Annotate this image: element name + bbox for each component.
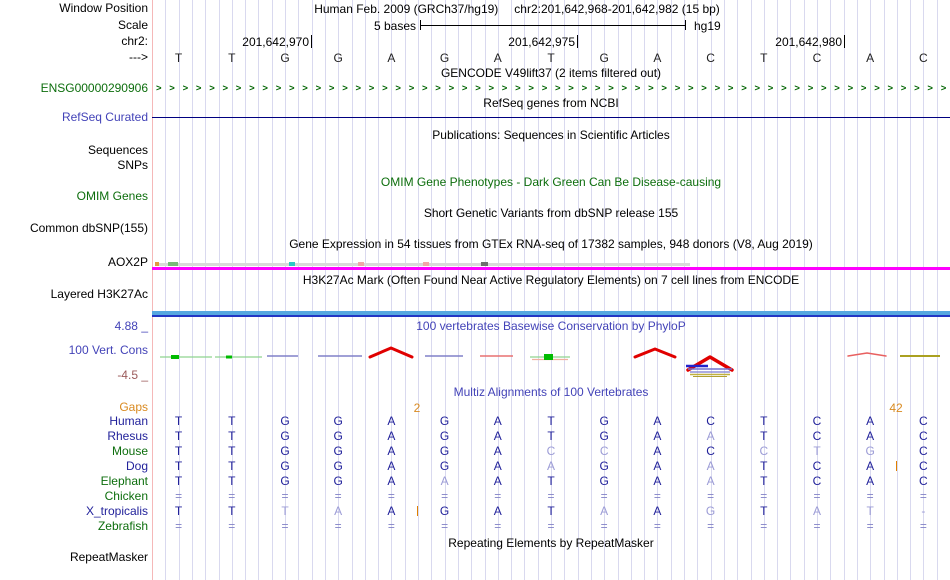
alignment-base-letter: T: [228, 429, 236, 443]
alignment-base-letter: G: [280, 414, 290, 428]
alignment-base-letter: A: [866, 459, 875, 473]
alignment-base-letter: T: [547, 504, 555, 518]
alignment-base-letter: G: [865, 444, 875, 458]
scale-value: 5 bases: [373, 19, 416, 33]
alignment-base-letter: =: [919, 489, 927, 503]
common-dbsnp-label[interactable]: Common dbSNP(155): [29, 221, 148, 235]
alignment-base-letter: T: [228, 504, 236, 518]
alignment-base-letter: T: [760, 414, 768, 428]
reference-base-letter: T: [547, 51, 555, 65]
alignment-base-letter: A: [440, 474, 449, 488]
alignment-base-letter: C: [706, 444, 715, 458]
alignment-base-letter: =: [494, 519, 502, 533]
reference-base-letter: A: [653, 51, 662, 65]
alignment-base-letter: A: [866, 474, 875, 488]
alignment-base-letter: =: [334, 489, 342, 503]
alignment-base-letter: G: [439, 414, 450, 428]
alignment-base-letter: G: [280, 459, 290, 473]
alignment-base-letter: G: [333, 459, 343, 473]
refseq-curated-label[interactable]: RefSeq Curated: [61, 110, 148, 124]
phylop-rect-mark: [544, 354, 553, 360]
alignment-base-letter: C: [919, 444, 928, 458]
alignment-base-letter: T: [228, 414, 236, 428]
alignment-base-letter: T: [174, 444, 183, 458]
gencode-track-title[interactable]: GENCODE V49lift37 (2 items filtered out): [440, 66, 662, 80]
conservation-max-value: 4.88 _: [114, 319, 148, 333]
strand-arrow-icon: >: [834, 82, 840, 94]
alignment-base-letter: T: [760, 474, 768, 488]
strand-arrow-icon: >: [767, 82, 774, 94]
reference-base-letter: G: [333, 51, 343, 65]
species-label-dog[interactable]: Dog: [125, 459, 148, 473]
alignment-base-letter: G: [439, 429, 450, 443]
alignment-base-letter: T: [228, 459, 236, 473]
alignment-base-letter: G: [599, 459, 609, 473]
alignment-base-letter: A: [387, 444, 396, 458]
reference-base-letter: T: [760, 51, 768, 65]
strand-arrow-icon: >: [262, 82, 268, 94]
alignment-base-letter: =: [228, 489, 236, 503]
strand-arrow-icon: >: [821, 82, 827, 94]
alignment-base-letter: T: [760, 459, 768, 473]
alignment-base-letter: A: [493, 504, 502, 518]
scale-row-label: Scale: [117, 18, 148, 32]
alignment-base-letter: =: [547, 489, 555, 503]
strand-arrow-icon: >: [555, 82, 561, 94]
alignment-base-letter: =: [866, 519, 874, 533]
alignment-base-letter: A: [493, 459, 502, 473]
alignment-base-letter: =: [653, 519, 661, 533]
alignment-base-letter: =: [760, 519, 768, 533]
strand-arrow-icon: >: [515, 82, 521, 94]
alignment-base-letter: G: [439, 504, 450, 518]
reference-base-letter: G: [439, 51, 450, 65]
reference-base-letter: T: [174, 51, 183, 65]
alignment-base-letter: G: [599, 414, 609, 428]
strand-arrow-icon: >: [488, 82, 495, 94]
strand-arrow-icon: >: [395, 82, 401, 94]
alignment-base-letter: G: [333, 444, 343, 458]
strand-arrow-icon: >: [541, 82, 548, 94]
reference-base-letter: T: [228, 51, 236, 65]
alignment-base-letter: A: [653, 504, 662, 518]
strand-arrow-icon: >: [182, 82, 189, 94]
strand-arrow-icon: >: [435, 82, 441, 94]
strand-arrow-icon: >: [714, 82, 721, 94]
alignment-base-letter: A: [546, 459, 555, 473]
gaps-row-label[interactable]: Gaps: [119, 400, 148, 414]
alignment-base-letter: A: [493, 414, 502, 428]
alignment-base-letter: =: [281, 519, 289, 533]
dbsnp-track-title[interactable]: Short Genetic Variants from dbSNP release 155: [423, 206, 679, 220]
layered-h3k27ac-label[interactable]: Layered H3K27Ac: [50, 287, 148, 301]
strand-arrow-icon: >: [847, 82, 854, 94]
strand-arrow-icon: >: [727, 82, 734, 94]
species-label-elephant[interactable]: Elephant: [100, 474, 148, 488]
alignment-base-letter: =: [175, 489, 183, 503]
alignment-base-letter: C: [546, 444, 556, 458]
alignment-base-letter: A: [387, 474, 396, 488]
repeatmasker-track-title[interactable]: Repeating Elements by RepeatMasker: [448, 536, 654, 550]
sequences-label[interactable]: Sequences: [87, 143, 148, 157]
alignment-base-letter: A: [653, 459, 662, 473]
alignment-base-letter: G: [439, 444, 450, 458]
alignment-base-letter: T: [174, 414, 183, 428]
strand-arrow-icon: >: [781, 82, 787, 94]
alignment-base-letter: T: [281, 504, 289, 518]
publications-track-title[interactable]: Publications: Sequences in Scientific Articles: [432, 128, 670, 142]
insertion-tick-icon: [896, 461, 898, 471]
reference-base-letter: C: [919, 51, 928, 65]
strand-arrow-icon: >: [368, 82, 375, 94]
alignment-base-letter: T: [174, 504, 183, 518]
strand-arrow-icon: >: [501, 82, 508, 94]
strand-arrow-icon: >: [222, 82, 229, 94]
strand-arrow-icon: >: [475, 82, 481, 94]
phylop-rect-mark: [226, 356, 232, 359]
strand-arrow-icon: >: [209, 82, 215, 94]
reference-base-letter: G: [280, 51, 290, 65]
strand-arrow-icon: >: [688, 82, 694, 94]
strand-arrow-icon: >: [422, 82, 428, 94]
alignment-base-letter: G: [599, 474, 609, 488]
alignment-base-letter: A: [600, 504, 609, 518]
phylop-tent-mark: [370, 348, 412, 357]
species-label-x_tropicalis[interactable]: X_tropicalis: [85, 504, 148, 518]
strand-arrow-icon: >: [382, 82, 388, 94]
alignment-base-letter: C: [919, 474, 928, 488]
alignment-base-letter: G: [280, 429, 290, 443]
strand-arrow-icon: >: [195, 82, 202, 94]
window-position-label: Window Position: [59, 1, 148, 15]
strand-arrow-icon: >: [156, 82, 162, 94]
alignment-base-letter: =: [866, 489, 874, 503]
strand-arrow-icon: >: [355, 82, 362, 94]
alignment-base-letter: C: [599, 444, 609, 458]
strand-arrow-icon: >: [302, 82, 308, 94]
phylop-tent-mark: [688, 357, 732, 370]
alignment-base-letter: A: [653, 414, 662, 428]
reference-base-letter: C: [812, 51, 822, 65]
alignment-base-letter: A: [334, 504, 343, 518]
alignment-base-letter: A: [493, 429, 502, 443]
phylop-tent-mark: [848, 353, 886, 356]
strand-arrow-icon: >: [528, 82, 534, 94]
assembly-name: Human Feb. 2009 (GRCh37/hg19): [314, 2, 499, 16]
alignment-base-letter: G: [280, 474, 290, 488]
phylop-tent-mark: [635, 349, 675, 357]
gtex-track-title[interactable]: Gene Expression in 54 tissues from GTEx RNA-seq of 17382 samples, 948 donors (V8, Aug 2019): [289, 237, 813, 251]
alignment-base-letter: T: [174, 474, 183, 488]
alignment-base-letter: A: [653, 474, 662, 488]
aox2p-gene-label[interactable]: AOX2P: [107, 255, 148, 269]
alignment-base-letter: =: [334, 519, 342, 533]
strand-arrow-icon: >: [661, 82, 667, 94]
alignment-base-letter: A: [493, 474, 502, 488]
alignment-base-letter: T: [547, 474, 555, 488]
strand-arrow-icon: >: [634, 82, 641, 94]
insertion-tick-icon: [417, 506, 419, 516]
alignment-base-letter: =: [387, 489, 395, 503]
alignment-base-letter: A: [653, 429, 662, 443]
species-label-human[interactable]: Human: [109, 414, 148, 428]
alignment-base-letter: T: [866, 504, 874, 518]
strand-direction-label: --->: [129, 50, 148, 64]
strand-arrow-icon: >: [594, 82, 601, 94]
alignment-base-letter: A: [706, 474, 715, 488]
alignment-base-letter: =: [600, 489, 608, 503]
alignment-base-letter: C: [812, 459, 822, 473]
strand-arrow-icon: >: [648, 82, 654, 94]
alignment-base-letter: G: [333, 429, 343, 443]
strand-arrow-icon: >: [701, 82, 707, 94]
alignment-base-letter: =: [707, 489, 715, 503]
coordinate-label: 201,642,980: [775, 35, 842, 49]
strand-arrow-icon: >: [940, 82, 947, 94]
strand-arrow-icon: >: [568, 82, 574, 94]
strand-arrow-icon: >: [342, 82, 348, 94]
alignment-base-letter: A: [706, 459, 715, 473]
species-label-zebrafish[interactable]: Zebrafish: [97, 519, 148, 533]
alignment-base-letter: =: [813, 519, 821, 533]
strand-arrow-icon: >: [249, 82, 255, 94]
alignment-base-letter: =: [441, 489, 449, 503]
strand-arrow-icon: >: [927, 82, 933, 94]
alignment-base-letter: A: [653, 444, 662, 458]
alignment-base-letter: T: [228, 474, 236, 488]
strand-arrow-icon: >: [900, 82, 907, 94]
alignment-base-letter: =: [387, 519, 395, 533]
gap-count-value: 2: [413, 401, 421, 415]
strand-arrow-icon: >: [275, 82, 282, 94]
omim-genes-label[interactable]: OMIM Genes: [76, 189, 148, 203]
coordinate-label: 201,642,975: [508, 35, 575, 49]
reference-base-letter: A: [866, 51, 875, 65]
alignment-base-letter: =: [441, 519, 449, 533]
alignment-base-letter: =: [228, 519, 236, 533]
alignment-base-letter: =: [494, 489, 502, 503]
phylop-rect-mark: [171, 355, 179, 359]
alignment-base-letter: A: [387, 429, 396, 443]
alignment-base-letter: T: [760, 429, 768, 443]
strand-arrow-icon: >: [914, 82, 920, 94]
alignment-base-letter: T: [813, 444, 821, 458]
strand-arrow-icon: >: [794, 82, 800, 94]
alignment-base-letter: =: [600, 519, 608, 533]
strand-arrow-icon: >: [674, 82, 681, 94]
alignment-base-letter: C: [919, 414, 928, 428]
alignment-base-letter: G: [705, 504, 716, 518]
alignment-base-letter: T: [174, 459, 183, 473]
alignment-base-letter: C: [919, 429, 928, 443]
alignment-base-letter: C: [812, 414, 822, 428]
species-label-mouse[interactable]: Mouse: [111, 444, 148, 458]
alignment-base-letter: C: [759, 444, 769, 458]
alignment-base-letter: =: [813, 489, 821, 503]
species-label-rhesus[interactable]: Rhesus: [107, 429, 148, 443]
strand-arrow-icon: >: [608, 82, 614, 94]
assembly-short-label: hg19: [694, 19, 721, 33]
multiz-track-title[interactable]: Multiz Alignments of 100 Vertebrates: [453, 385, 649, 399]
alignment-base-letter: =: [547, 519, 555, 533]
alignment-base-letter: G: [333, 414, 343, 428]
alignment-base-letter: A: [387, 414, 396, 428]
snps-label[interactable]: SNPs: [117, 158, 148, 172]
reference-base-letter: A: [493, 51, 502, 65]
strand-arrow-icon: >: [408, 82, 415, 94]
strand-arrow-icon: >: [328, 82, 335, 94]
conservation-track-label[interactable]: 100 Vert. Cons: [68, 343, 148, 357]
alignment-base-letter: G: [280, 444, 290, 458]
alignment-base-letter: G: [439, 459, 450, 473]
alignment-base-letter: C: [812, 474, 822, 488]
alignment-base-letter: T: [228, 444, 236, 458]
alignment-base-letter: G: [333, 474, 343, 488]
alignment-base-letter: A: [866, 429, 875, 443]
position-range: chr2:201,642,968-201,642,982 (15 bp): [514, 2, 720, 16]
alignment-base-letter: C: [812, 429, 822, 443]
refseq-track-title[interactable]: RefSeq genes from NCBI: [483, 96, 619, 110]
alignment-base-letter: C: [706, 414, 715, 428]
gap-count-value: 42: [889, 401, 903, 415]
strand-arrow-icon: >: [461, 82, 468, 94]
strand-arrow-icon: >: [581, 82, 588, 94]
strand-arrow-icon: >: [874, 82, 880, 94]
alignment-base-letter: =: [760, 489, 768, 503]
alignment-base-letter: =: [919, 519, 927, 533]
strand-arrow-icon: >: [448, 82, 455, 94]
alignment-base-letter: A: [866, 414, 875, 428]
strand-arrow-icon: >: [289, 82, 295, 94]
alignment-base-letter: =: [175, 519, 183, 533]
strand-arrow-icon: >: [807, 82, 814, 94]
strand-arrow-icon: >: [621, 82, 628, 94]
strand-arrow-icon: >: [887, 82, 894, 94]
reference-base-letter: A: [387, 51, 396, 65]
repeatmasker-label[interactable]: RepeatMasker: [69, 550, 148, 564]
alignment-base-letter: A: [812, 504, 821, 518]
strand-arrow-icon: >: [315, 82, 322, 94]
h3k27ac-track-title[interactable]: H3K27Ac Mark (Often Found Near Active Regulatory Elements) on 7 cell lines from ENCODE: [302, 273, 800, 287]
species-label-chicken[interactable]: Chicken: [104, 489, 148, 503]
alignment-base-letter: T: [547, 429, 555, 443]
alignment-base-letter: =: [281, 489, 289, 503]
conservation-min-value: -4.5 _: [117, 368, 148, 382]
chromosome-label: chr2:: [121, 34, 148, 48]
strand-arrow-icon: >: [235, 82, 242, 94]
alignment-base-letter: A: [387, 504, 396, 518]
alignment-base-letter: T: [174, 429, 183, 443]
gencode-gene-label[interactable]: ENSG00000290906: [40, 81, 148, 95]
alignment-base-letter: A: [493, 444, 502, 458]
alignment-base-letter: =: [707, 519, 715, 533]
alignment-base-letter: =: [653, 489, 661, 503]
omim-track-title[interactable]: OMIM Gene Phenotypes - Dark Green Can Be Disease-causing: [380, 175, 722, 189]
coordinate-label: 201,642,970: [242, 35, 309, 49]
alignment-base-letter: T: [547, 414, 555, 428]
reference-base-letter: C: [706, 51, 715, 65]
alignment-base-letter: C: [919, 459, 928, 473]
strand-arrow-icon: >: [754, 82, 761, 94]
alignment-base-letter: T: [760, 504, 768, 518]
phylop-track-title[interactable]: 100 vertebrates Basewise Conservation by PhyloP: [416, 319, 686, 333]
alignment-base-letter: A: [387, 459, 396, 473]
strand-arrow-icon: >: [741, 82, 747, 94]
alignment-base-letter: G: [599, 429, 609, 443]
strand-arrow-icon: >: [860, 82, 867, 94]
strand-arrow-icon: >: [169, 82, 175, 94]
reference-base-letter: G: [599, 51, 609, 65]
alignment-base-letter: -: [921, 504, 926, 518]
alignment-base-letter: A: [706, 429, 715, 443]
